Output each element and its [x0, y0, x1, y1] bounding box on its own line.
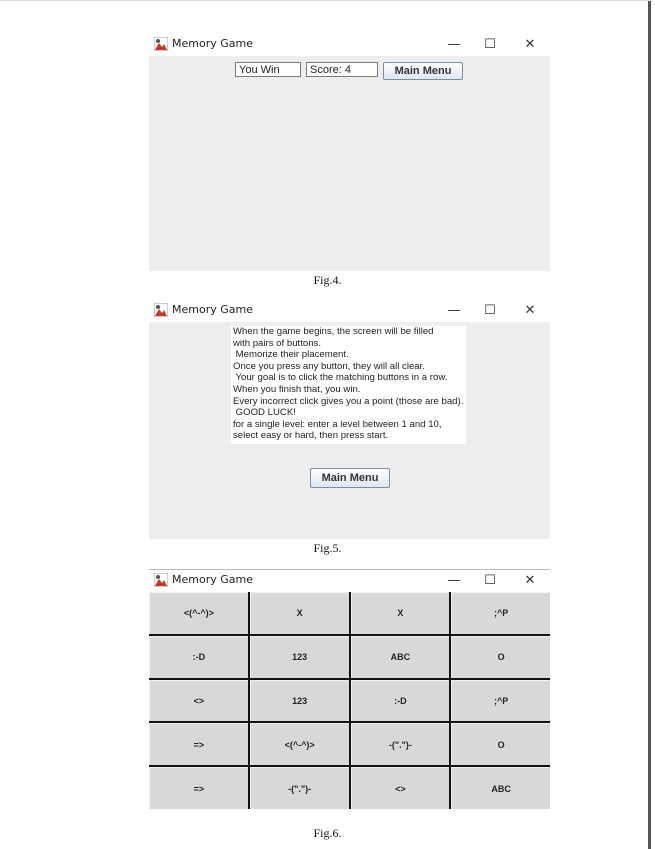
memory-button[interactable]: X	[250, 592, 349, 634]
memory-button[interactable]: X	[351, 592, 450, 634]
minimize-button[interactable]: —	[447, 303, 461, 318]
fig4-window	[149, 34, 550, 271]
fig4-content	[149, 56, 550, 271]
memory-button[interactable]: ABC	[351, 636, 450, 678]
memory-button-grid	[149, 592, 550, 809]
memory-button[interactable]: :-D	[149, 636, 248, 678]
memory-button[interactable]: 123	[250, 636, 349, 678]
status-field[interactable]: You Win	[235, 62, 301, 77]
java-app-icon	[154, 573, 168, 587]
close-button[interactable]: ✕	[524, 573, 536, 588]
main-menu-button[interactable]: Main Menu	[310, 468, 390, 488]
memory-button[interactable]: :-D	[351, 680, 450, 722]
memory-button[interactable]: <>	[351, 767, 450, 809]
minimize-button[interactable]: —	[447, 573, 461, 588]
memory-button[interactable]: ;^P	[451, 680, 550, 722]
memory-button[interactable]: -(".")-	[250, 767, 349, 809]
fig5-content	[149, 322, 550, 539]
main-menu-button[interactable]: Main Menu	[383, 62, 463, 80]
fig4-caption: Fig.4.	[313, 273, 342, 287]
score-field[interactable]: Score: 4	[306, 62, 378, 77]
maximize-button[interactable]: ☐	[484, 573, 496, 588]
memory-button[interactable]: O	[451, 636, 550, 678]
java-app-icon	[154, 303, 168, 317]
fig5-caption: Fig.5.	[313, 541, 342, 555]
fig6-titlebar	[149, 570, 550, 592]
window-title: Memory Game	[172, 37, 253, 50]
minimize-button[interactable]: —	[447, 37, 461, 52]
memory-button[interactable]: -(".")-	[351, 723, 450, 765]
window-title: Memory Game	[172, 303, 253, 316]
maximize-button[interactable]: ☐	[484, 37, 496, 52]
page-top-line	[0, 0, 651, 1]
fig6-caption: Fig.6.	[313, 826, 342, 840]
close-button[interactable]: ✕	[524, 37, 536, 52]
fig4-titlebar	[149, 34, 550, 56]
instructions-text: When the game begins, the screen will be filled with pairs of buttons. Memorize their placement. Once you press any button, they will all clear. Your goal is to click the matching buttons in a row. When you finish that, you win. Every incorrect click gives you a point (those are bad). GOOD LUCK! for a single level: enter a level between 1 and 10, select easy or hard, then press start.	[231, 326, 466, 444]
fig5-window	[149, 300, 550, 539]
memory-button[interactable]: <(^-^)>	[149, 592, 248, 634]
memory-button[interactable]: <(^-^)>	[250, 723, 349, 765]
memory-button[interactable]: =>	[149, 723, 248, 765]
memory-button[interactable]: =>	[149, 767, 248, 809]
maximize-button[interactable]: ☐	[484, 303, 496, 318]
memory-button[interactable]: ABC	[451, 767, 550, 809]
window-title: Memory Game	[172, 573, 253, 586]
memory-button[interactable]: ;^P	[451, 592, 550, 634]
java-app-icon	[154, 37, 168, 51]
fig6-window	[149, 569, 550, 809]
close-button[interactable]: ✕	[524, 303, 536, 318]
fig5-titlebar	[149, 300, 550, 322]
memory-button[interactable]: <>	[149, 680, 248, 722]
memory-button[interactable]: O	[451, 723, 550, 765]
memory-button[interactable]: 123	[250, 680, 349, 722]
fig6-content	[149, 592, 550, 809]
